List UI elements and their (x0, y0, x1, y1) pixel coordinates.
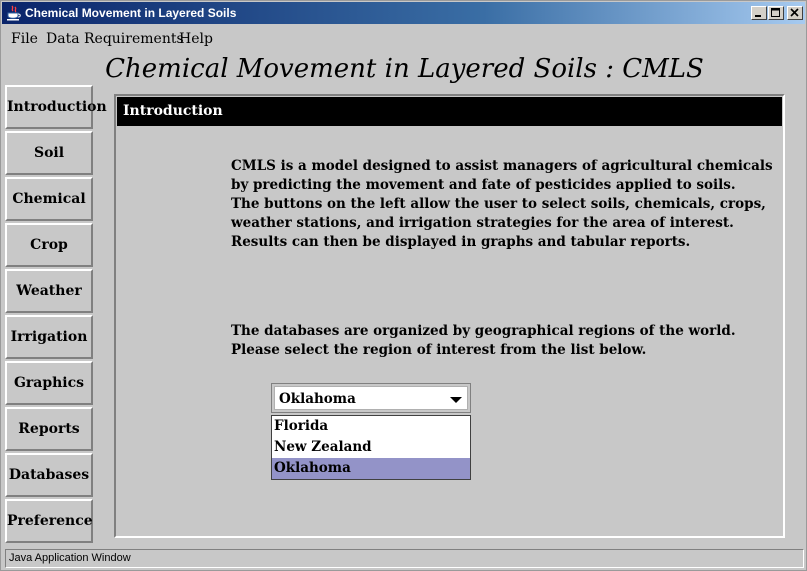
region-select[interactable] (271, 383, 471, 413)
nav-weather-button[interactable]: Weather (5, 269, 93, 313)
nav-graphics-button[interactable]: Graphics (5, 361, 93, 405)
status-text: Java Application Window (9, 552, 131, 564)
intro-line: CMLS is a model designed to assist managers of agricultural chemicals (231, 158, 773, 174)
region-dropdown-list (271, 415, 471, 480)
menu-file[interactable]: File (11, 31, 38, 47)
introduction-panel (114, 94, 785, 538)
region-line: The databases are organized by geographical regions of the world. (231, 323, 736, 339)
region-option-oklahoma[interactable]: Oklahoma (272, 458, 470, 479)
maximize-button[interactable] (768, 6, 784, 20)
app-title: Chemical Movement in Layered Soils : CMLS (105, 54, 704, 84)
region-option-florida[interactable]: Florida (274, 418, 329, 434)
region-select-value: Oklahoma (279, 391, 356, 407)
region-line: Please select the region of interest from the list below. (231, 342, 647, 358)
maximize-icon (771, 8, 781, 18)
region-paragraph (231, 322, 736, 360)
intro-line: weather stations, and irrigation strategies for the area of interest. (231, 215, 734, 231)
region-option-new-zealand[interactable]: New Zealand (274, 439, 372, 455)
minimize-button[interactable] (751, 6, 767, 20)
menu-data-requirements[interactable]: Data Requirements (46, 31, 184, 47)
menu-bar (2, 27, 805, 49)
region-select-field[interactable] (274, 386, 468, 410)
nav-soil-button[interactable]: Soil (5, 131, 93, 175)
close-button[interactable] (787, 6, 803, 20)
title-bar[interactable] (2, 2, 805, 24)
intro-paragraph (231, 157, 773, 252)
minimize-icon (754, 8, 764, 18)
status-bar (5, 549, 804, 568)
chevron-down-icon[interactable] (449, 395, 463, 404)
nav-crop-button[interactable]: Crop (5, 223, 93, 267)
intro-line: Results can then be displayed in graphs and tabular reports. (231, 234, 691, 250)
close-icon (790, 8, 800, 18)
nav-preference-button[interactable]: Preference (5, 499, 93, 543)
nav-reports-button[interactable]: Reports (5, 407, 93, 451)
nav-irrigation-button[interactable]: Irrigation (5, 315, 93, 359)
window-title: Chemical Movement in Layered Soils (25, 6, 237, 20)
menu-help[interactable]: Help (179, 31, 213, 47)
panel-header: Introduction (117, 97, 782, 126)
intro-line: The buttons on the left allow the user to select soils, chemicals, crops, (231, 196, 766, 212)
nav-introduction-button[interactable]: Introduction (5, 85, 93, 129)
intro-line: by predicting the movement and fate of pesticides applied to soils. (231, 177, 736, 193)
java-cup-icon (6, 5, 21, 21)
nav-chemical-button[interactable]: Chemical (5, 177, 93, 221)
nav-databases-button[interactable]: Databases (5, 453, 93, 497)
